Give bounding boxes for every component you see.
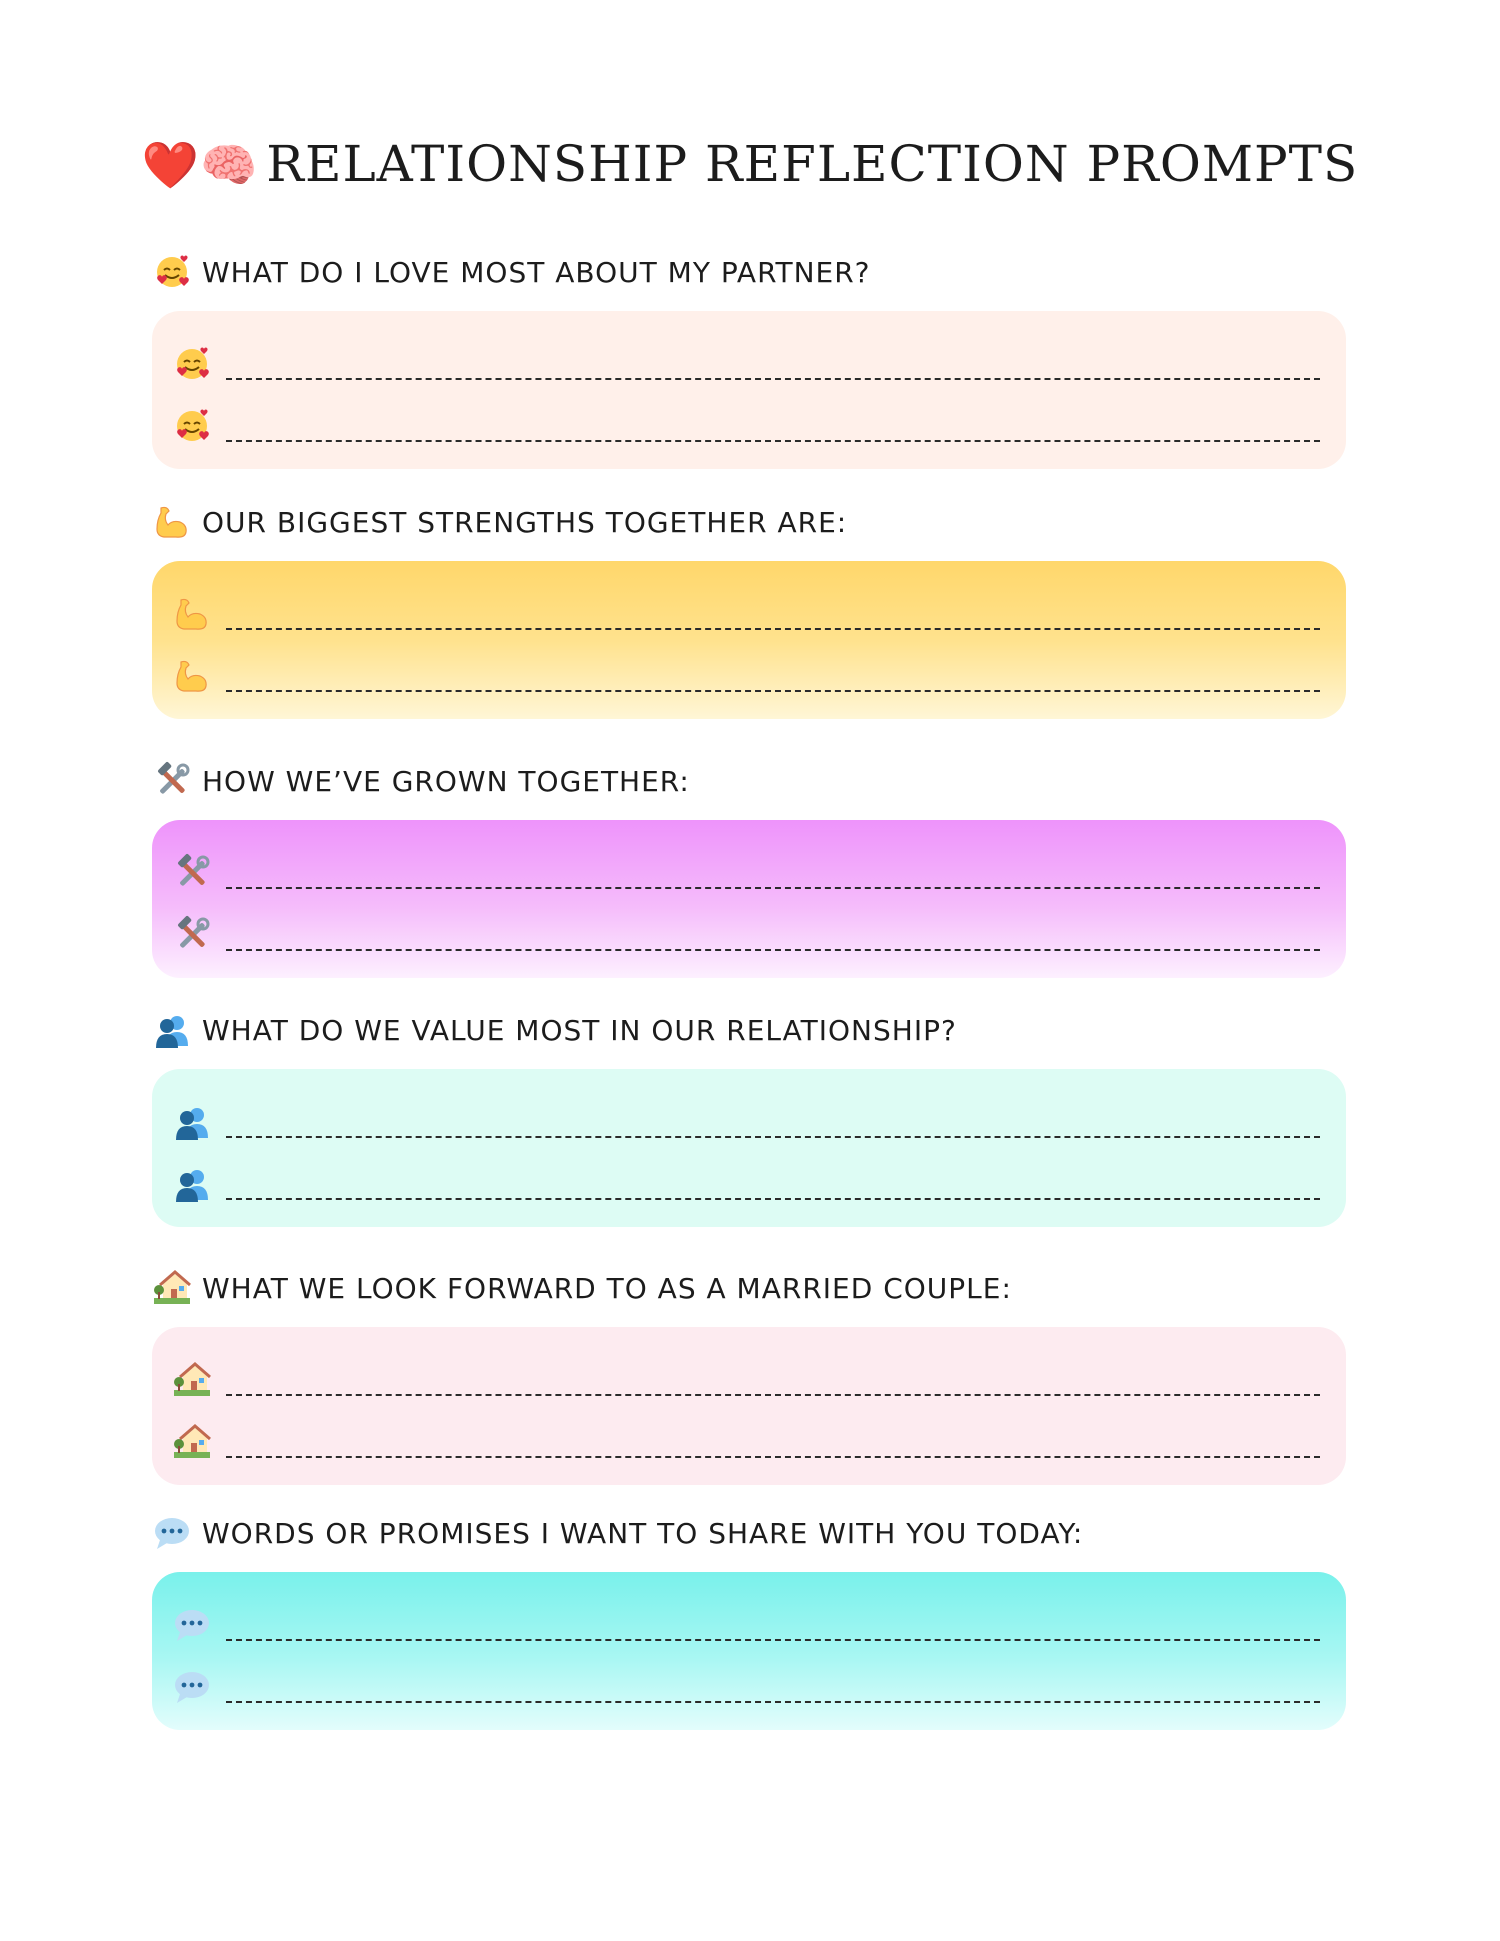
answer-row xyxy=(172,842,1320,904)
section-love xyxy=(152,247,1346,469)
speech-balloon-icon xyxy=(172,1667,212,1707)
busts-in-silhouette-icon xyxy=(172,1164,212,1204)
page-title-text: RELATIONSHIP REFLECTION PROMPTS xyxy=(266,135,1359,193)
page-title xyxy=(0,132,1500,197)
hammer-and-wrench-icon xyxy=(172,915,212,955)
heading-text: WHAT DO WE VALUE MOST IN OUR RELATIONSHIP? xyxy=(202,1013,957,1047)
section-heading xyxy=(152,497,1346,547)
answer-box xyxy=(152,1327,1346,1485)
answer-line[interactable] xyxy=(226,1364,1320,1396)
section-grown xyxy=(152,756,1346,978)
answer-line[interactable] xyxy=(226,348,1320,380)
answer-row xyxy=(172,1091,1320,1153)
answer-box xyxy=(152,1572,1346,1730)
section-heading xyxy=(152,1005,1346,1055)
busts-in-silhouette-icon xyxy=(172,1102,212,1142)
section-value xyxy=(152,1005,1346,1227)
hammer-and-wrench-icon xyxy=(172,853,212,893)
section-heading xyxy=(152,756,1346,806)
smiling-face-with-hearts-icon xyxy=(172,344,212,384)
smiling-face-with-hearts-icon xyxy=(152,252,192,292)
hammer-and-wrench-icon xyxy=(152,761,192,801)
answer-row xyxy=(172,1153,1320,1215)
heading-text: HOW WE’VE GROWN TOGETHER: xyxy=(202,764,690,798)
answer-line[interactable] xyxy=(226,410,1320,442)
speech-balloon-icon xyxy=(152,1513,192,1553)
house-with-garden-icon xyxy=(172,1422,212,1462)
house-with-garden-icon xyxy=(152,1268,192,1308)
section-words xyxy=(152,1508,1346,1730)
answer-row xyxy=(172,395,1320,457)
answer-row xyxy=(172,1411,1320,1473)
section-future xyxy=(152,1263,1346,1485)
heart-and-brain-icon: ❤️🧠 xyxy=(141,138,259,192)
answer-row xyxy=(172,1594,1320,1656)
flexed-biceps-icon xyxy=(172,656,212,696)
heading-text: WHAT WE LOOK FORWARD TO AS A MARRIED COUPLE: xyxy=(202,1271,1012,1305)
answer-row xyxy=(172,645,1320,707)
flexed-biceps-icon xyxy=(152,502,192,542)
section-heading xyxy=(152,1508,1346,1558)
answer-line[interactable] xyxy=(226,660,1320,692)
answer-box xyxy=(152,311,1346,469)
answer-box xyxy=(152,820,1346,978)
answer-line[interactable] xyxy=(226,1671,1320,1703)
section-heading xyxy=(152,1263,1346,1313)
smiling-face-with-hearts-icon xyxy=(172,406,212,446)
answer-row xyxy=(172,904,1320,966)
answer-row xyxy=(172,583,1320,645)
heading-text: OUR BIGGEST STRENGTHS TOGETHER ARE: xyxy=(202,505,848,539)
answer-row xyxy=(172,333,1320,395)
answer-line[interactable] xyxy=(226,857,1320,889)
house-with-garden-icon xyxy=(172,1360,212,1400)
answer-box xyxy=(152,1069,1346,1227)
answer-line[interactable] xyxy=(226,1168,1320,1200)
answer-line[interactable] xyxy=(226,919,1320,951)
heading-text: WHAT DO I LOVE MOST ABOUT MY PARTNER? xyxy=(202,255,871,289)
section-strengths xyxy=(152,497,1346,719)
answer-line[interactable] xyxy=(226,1609,1320,1641)
answer-line[interactable] xyxy=(226,1106,1320,1138)
answer-line[interactable] xyxy=(226,1426,1320,1458)
answer-row xyxy=(172,1349,1320,1411)
answer-box xyxy=(152,561,1346,719)
section-heading xyxy=(152,247,1346,297)
answer-row xyxy=(172,1656,1320,1718)
flexed-biceps-icon xyxy=(172,594,212,634)
heading-text: WORDS OR PROMISES I WANT TO SHARE WITH YOU TODAY: xyxy=(202,1516,1084,1550)
answer-line[interactable] xyxy=(226,598,1320,630)
busts-in-silhouette-icon xyxy=(152,1010,192,1050)
speech-balloon-icon xyxy=(172,1605,212,1645)
